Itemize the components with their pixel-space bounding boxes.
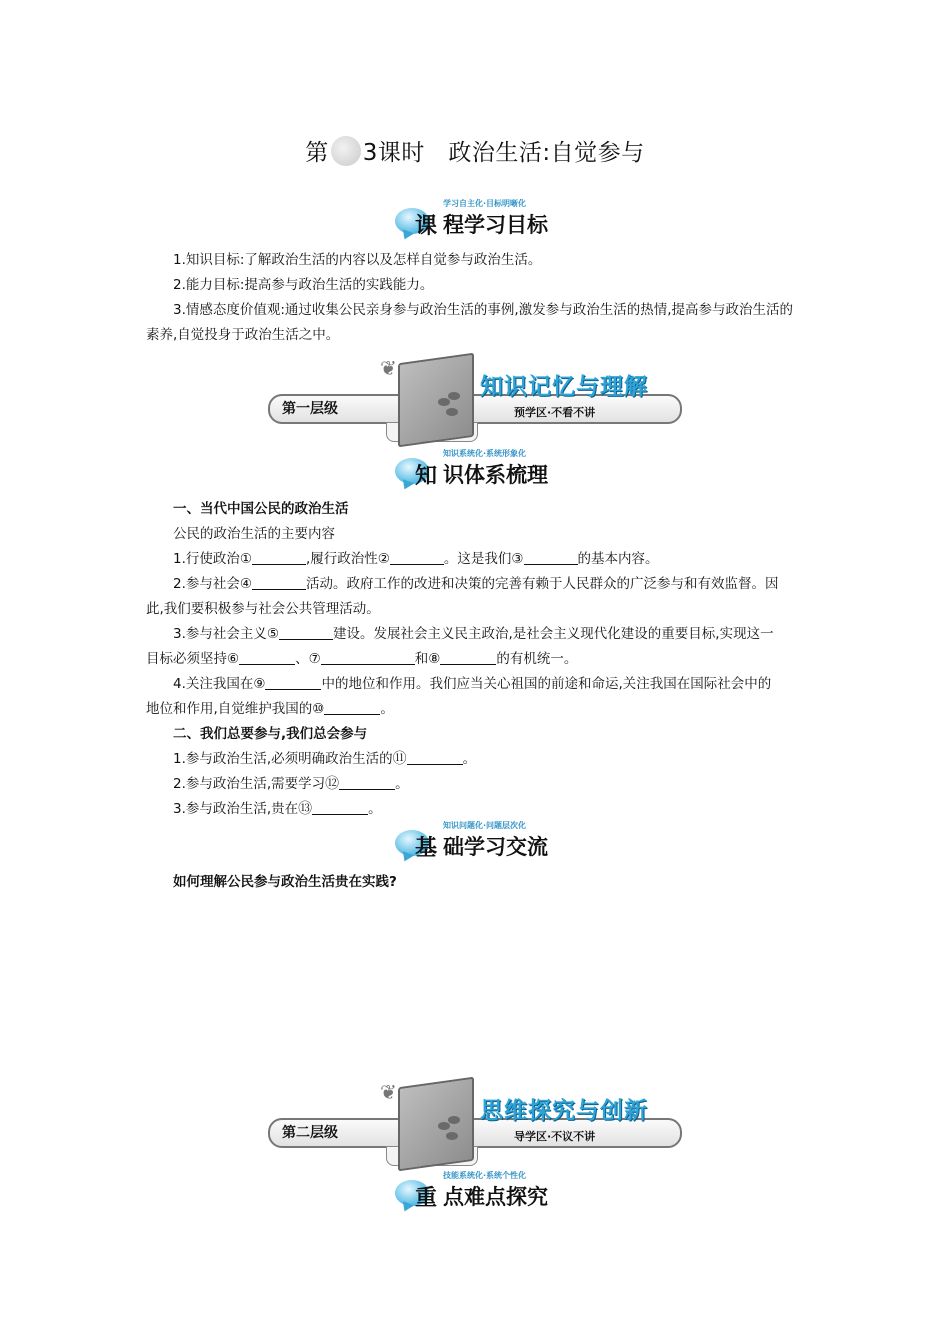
heading-text: 点难点探究 [443,1185,548,1209]
goal-item: 3.情感态度价值观:通过收集公民亲身参与政治生活的事例,激发参与政治生活的热情,提高参与政治生活的素养,自觉投身于政治生活之中。 [146,302,794,343]
title-prefix: 第 [305,140,329,166]
heading-text: 识体系梳理 [443,463,548,487]
heading-first-char: 课 [415,214,438,239]
fill-line-6: 2.参与政治生活,需要学习⑫ 。 [173,776,409,792]
heading-subtitle: 技能系统化·系统个性化 [443,1171,527,1180]
fill-line-3-cont: 目标必须坚持⑥ 、⑦ 和⑧ 的有机统一。 [146,651,578,667]
heading-text: 础学习交流 [443,835,548,859]
blank-1[interactable] [252,550,306,565]
plant-icon [436,392,462,440]
blank-4[interactable] [252,575,306,590]
blank-8[interactable] [440,650,496,665]
plant-icon [436,1116,462,1164]
fill-line-2-cont: 此,我们要积极参与社会公共管理活动。 [146,601,380,617]
fill-line-4: 4.关注我国在⑨ 中的地位和作用。我们应当关心祖国的前途和命运,关注我国在国际社会中的 [173,676,772,692]
heading-subtitle: 学习自主化·目标明晰化 [443,199,527,208]
heading-first-char: 基 [415,836,438,861]
banner-tag: 预学区·不看不讲 [514,406,596,419]
discussion-question: 如何理解公民参与政治生活贵在实践? [173,874,397,890]
section-heading-system [395,448,615,492]
fill-line-7: 3.参与政治生活,贵在⑬ 。 [173,801,382,817]
butterfly-icon: ❦ [380,1080,397,1104]
blank-2[interactable] [390,550,444,565]
banner-headline: 思维探究与创新 [480,1098,648,1124]
section-heading-contemporary: 一、当代中国公民的政治生活 [173,501,349,517]
fill-line-1: 1.行使政治① ,履行政治性② 。这是我们③ 的基本内容。 [173,551,659,567]
heading-text: 程学习目标 [443,213,548,237]
blank-9[interactable] [265,675,321,690]
page-title [0,134,950,167]
level-banner-1 [268,352,688,452]
fill-line-5: 1.参与政治生活,必须明确政治生活的⑪ 。 [173,751,477,767]
blank-10[interactable] [324,700,380,715]
blank-5[interactable] [279,625,333,640]
blank-7[interactable] [321,650,415,665]
fill-line-2: 2.参与社会④ 活动。政府工作的改进和决策的完善有赖于人民群众的广泛参与和有效监督。因 [173,576,779,592]
goal-item: 1.知识目标:了解政治生活的内容以及怎样自觉参与政治生活。 [173,252,542,268]
blank-12[interactable] [339,775,395,790]
banner-level-label: 第一层级 [282,401,338,417]
fill-line-3: 3.参与社会主义⑤ 建设。发展社会主义民主政治,是社会主义现代化建设的重要目标,实现这一 [173,626,774,642]
blank-6[interactable] [239,650,295,665]
banner-tag: 导学区·不议不讲 [514,1130,596,1143]
butterfly-icon: ❦ [380,356,397,380]
heading-subtitle: 知识系统化·系统形象化 [443,449,527,458]
blank-13[interactable] [312,800,368,815]
goal-item: 2.能力目标:提高参与政治生活的实践能力。 [173,277,434,293]
banner-level-label: 第二层级 [282,1125,338,1141]
section-heading-participation: 二、我们总要参与,我们总会参与 [173,726,368,742]
section-heading-focus [395,1170,615,1214]
blank-3[interactable] [524,550,578,565]
section-heading-basic [395,820,615,864]
banner-headline: 知识记忆与理解 [480,374,648,400]
heading-first-char: 重 [415,1186,438,1211]
heading-first-char: 知 [415,464,438,489]
section-heading-goals [395,198,615,242]
heading-subtitle: 知识问题化·问题层次化 [443,821,527,830]
title-dot-decoration [331,136,361,166]
blank-11[interactable] [407,750,463,765]
fill-line-4-cont: 地位和作用,自觉维护我国的⑩ 。 [146,701,394,717]
level-banner-2 [268,1076,688,1176]
section-intro: 公民的政治生活的主要内容 [173,526,335,542]
title-suffix: 3课时 政治生活:自觉参与 [362,140,645,166]
